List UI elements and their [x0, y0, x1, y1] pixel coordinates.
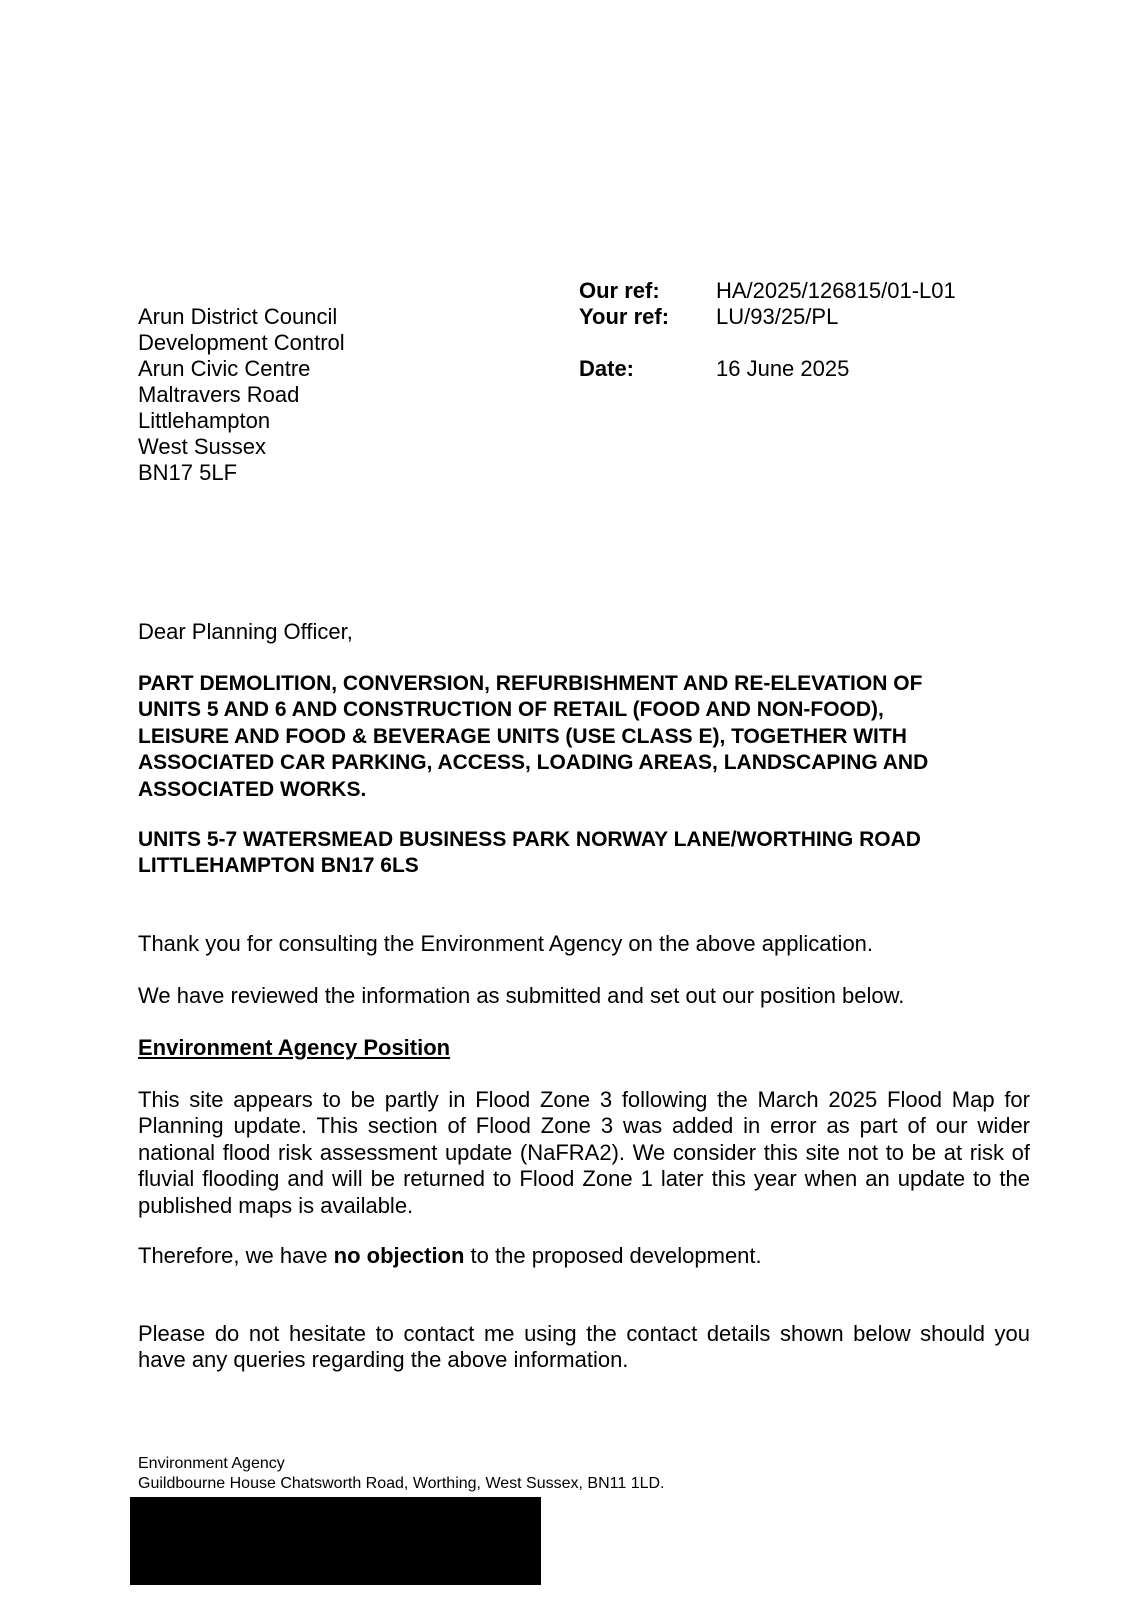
site-address	[138, 827, 1038, 880]
recipient-line: Arun Civic Centre	[138, 356, 311, 381]
conclusion-suffix: to the proposed development.	[464, 1243, 762, 1268]
our-ref-label: Our ref:	[579, 278, 660, 303]
recipient-line: BN17 5LF	[138, 460, 238, 485]
proposal-line: ASSOCIATED WORKS.	[138, 777, 367, 801]
proposal-line: UNITS 5 AND 6 AND CONSTRUCTION OF RETAIL (FOOD AND NON-FOOD),	[138, 698, 884, 722]
proposal-line: PART DEMOLITION, CONVERSION, REFURBISHMENT AND RE-ELEVATION OF	[138, 672, 923, 695]
conclusion-prefix: Therefore, we have	[138, 1243, 334, 1268]
site-line: UNITS 5-7 WATERSMEAD BUSINESS PARK NORWAY LANE/WORTHING ROAD	[138, 828, 921, 851]
contact-paragraph: Please do not hesitate to contact me using the contact details shown below should you have any queries regarding the above information.	[138, 1321, 1030, 1373]
proposal-title	[138, 671, 1038, 803]
position-heading: Environment Agency Position	[138, 1035, 451, 1060]
salutation: Dear Planning Officer,	[138, 619, 353, 644]
recipient-line: Development Control	[138, 330, 345, 355]
recipient-line: West Sussex	[138, 434, 266, 459]
proposal-line: LEISURE AND FOOD & BEVERAGE UNITS (USE CLASS E), TOGETHER WITH	[138, 724, 907, 748]
our-ref-value: HA/2025/126815/01-L01	[716, 278, 956, 303]
recipient-line: Littlehampton	[138, 408, 271, 433]
flood-zone-paragraph: This site appears to be partly in Flood Zone 3 following the March 2025 Flood Map for Planning update. This section of Flood Zone 3 was added in error as part of our wider national flood risk assessment update (NaFRA2). We consider this site not to be at risk of fluvial flooding and will be returned to Flood Zone 1 later this year when an update to the published maps is available.	[138, 1087, 1030, 1218]
recipient-line: Maltravers Road	[138, 382, 300, 407]
reviewed-paragraph: We have reviewed the information as submitted and set out our position below.	[138, 983, 905, 1008]
footer-org: Environment Agency	[138, 1455, 285, 1472]
date-value: 16 June 2025	[716, 356, 850, 381]
your-ref-label: Your ref:	[579, 304, 670, 329]
no-objection-text: no objection	[333, 1243, 465, 1268]
site-line: LITTLEHAMPTON BN17 6LS	[138, 854, 419, 878]
redaction-block	[130, 1497, 541, 1585]
proposal-line: ASSOCIATED CAR PARKING, ACCESS, LOADING AREAS, LANDSCAPING AND	[138, 751, 929, 775]
date-label: Date:	[579, 356, 635, 381]
your-ref-value: LU/93/25/PL	[716, 304, 839, 329]
recipient-line: Arun District Council	[138, 304, 338, 329]
conclusion-paragraph	[138, 1243, 1030, 1269]
footer-address: Guildbourne House Chatsworth Road, Worthing, West Sussex, BN11 1LD.	[138, 1475, 665, 1492]
thanks-paragraph: Thank you for consulting the Environment Agency on the above application.	[138, 931, 874, 956]
